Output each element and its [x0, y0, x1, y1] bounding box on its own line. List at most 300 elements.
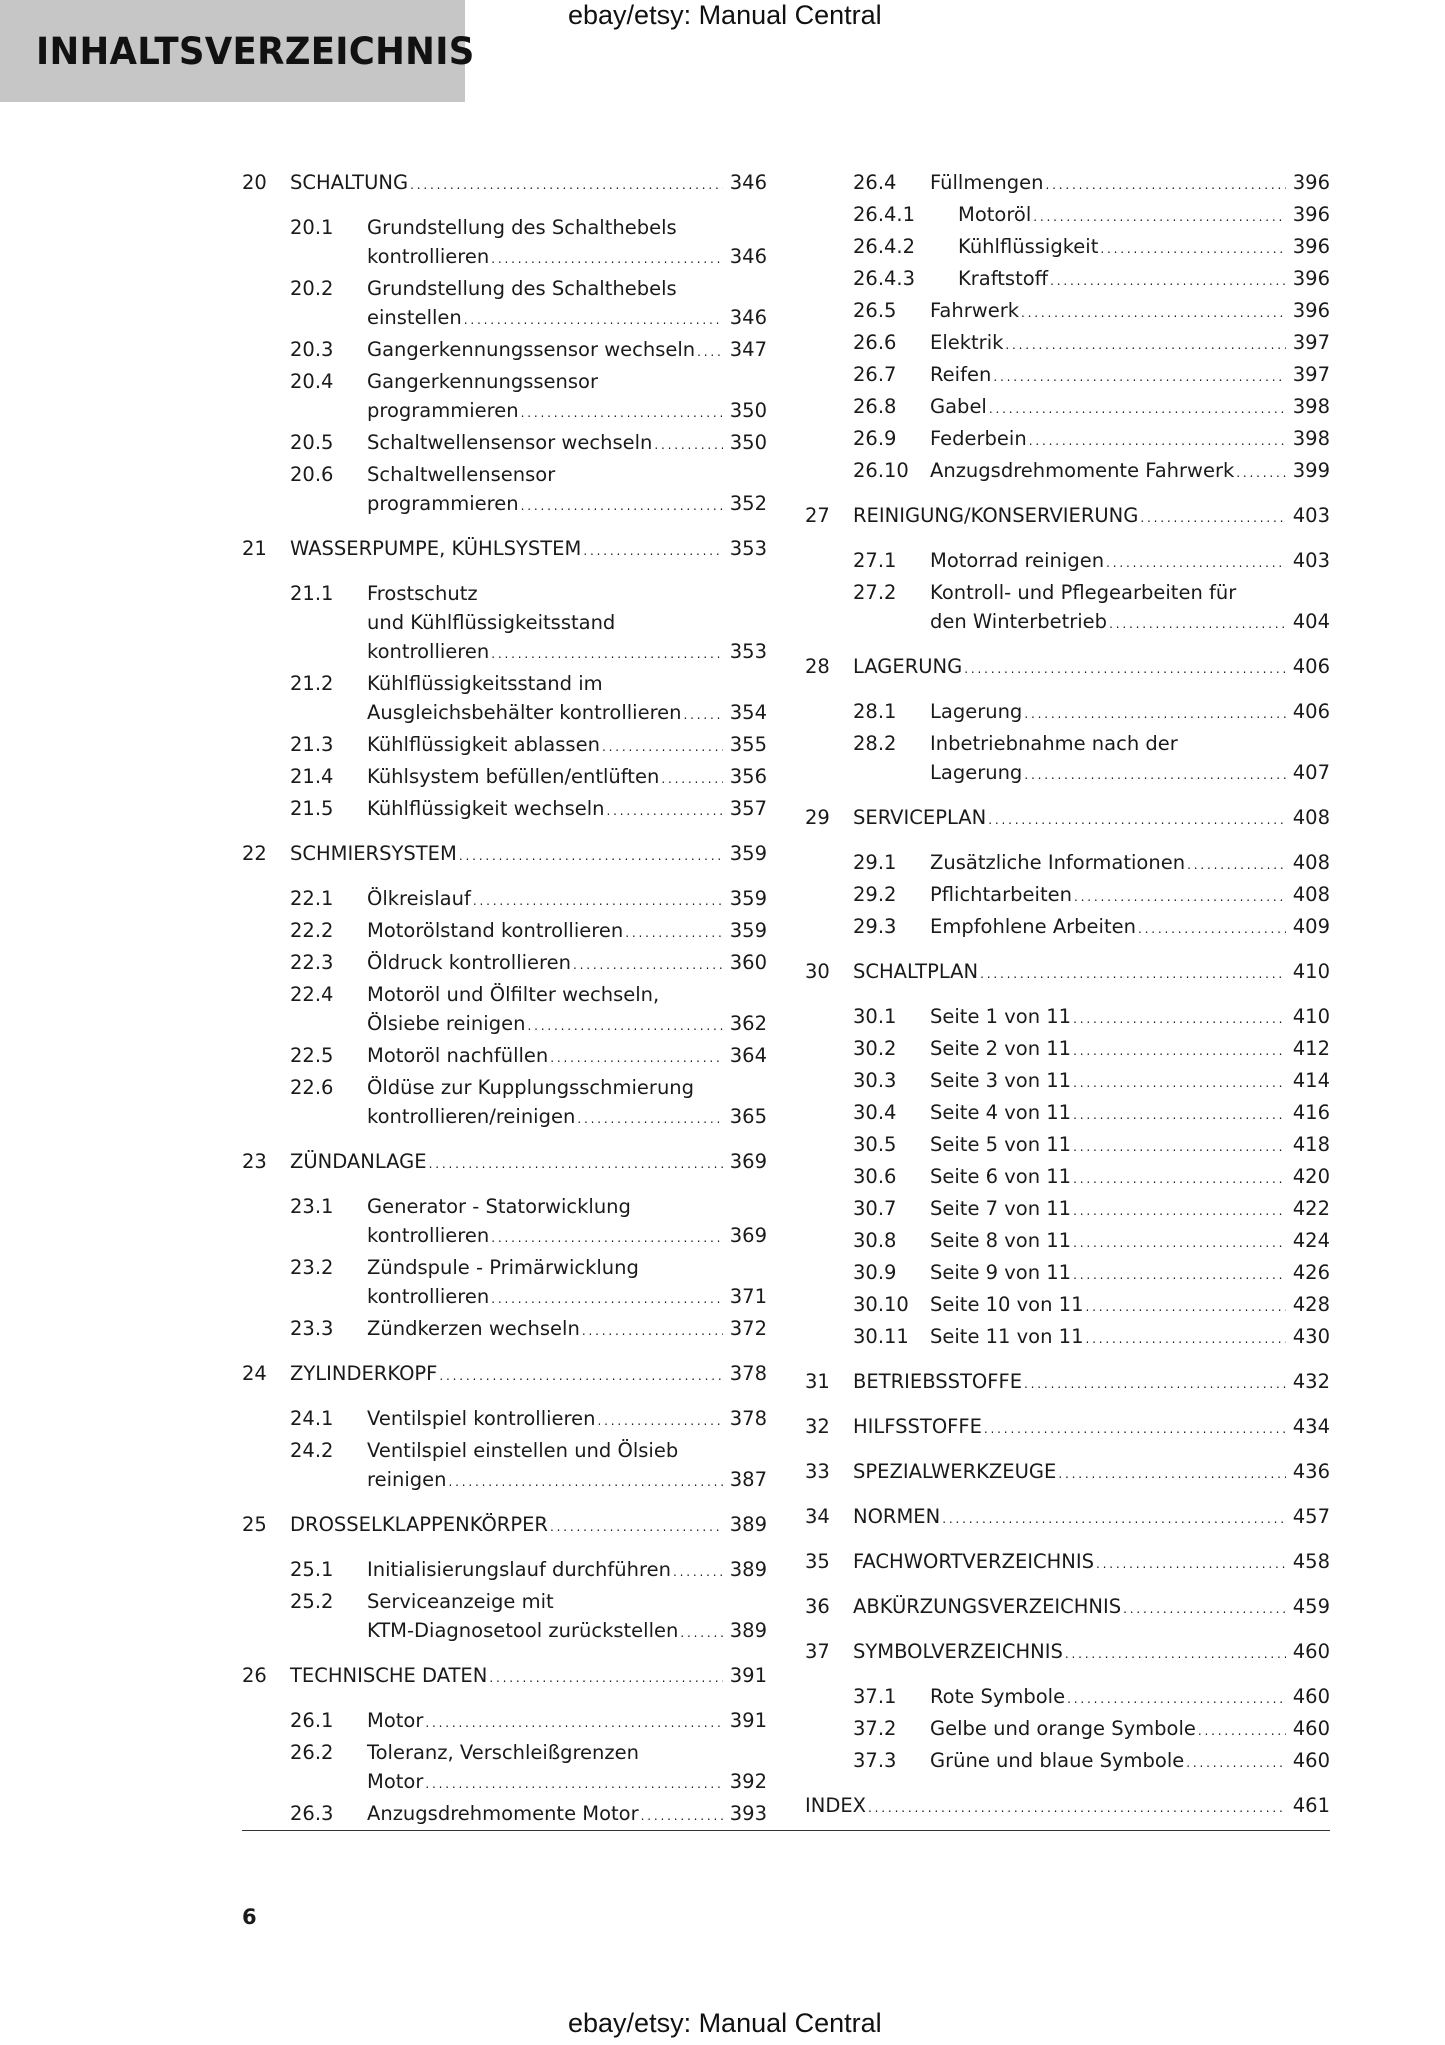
toc-title-line: Toleranz, Verschleißgrenzen: [367, 1741, 640, 1764]
toc-page-number: 460: [1292, 1685, 1330, 1708]
toc-page-number: 369: [729, 1224, 767, 1247]
toc-title: Kühlsystem befüllen/entlüften: [367, 765, 660, 788]
toc-title: Rote Symbole: [930, 1685, 1066, 1708]
toc-title: INDEX: [805, 1794, 867, 1817]
toc-number: 26.3: [290, 1802, 334, 1825]
toc-entry[interactable]: [805, 1637, 1330, 1669]
toc-number: 37.3: [853, 1749, 897, 1772]
toc-number: 37.2: [853, 1717, 897, 1740]
toc-page-number: 424: [1292, 1229, 1330, 1252]
toc-page-number: 418: [1292, 1133, 1330, 1156]
toc-entry[interactable]: [805, 1066, 1330, 1098]
toc-title: FACHWORTVERZEICHNIS: [853, 1550, 1095, 1573]
toc-page-number: 353: [729, 640, 767, 663]
toc-title-line: Motoröl und Ölfilter wechseln,: [367, 983, 660, 1006]
toc-title: REINIGUNG/KONSERVIERUNG: [853, 504, 1139, 527]
toc-page-number: 393: [729, 1802, 767, 1825]
toc-page-number: 360: [729, 951, 767, 974]
toc-entry[interactable]: [242, 274, 767, 335]
toc-number: 32: [805, 1415, 830, 1438]
toc-entry[interactable]: [805, 578, 1330, 639]
toc-page-number: 353: [729, 537, 767, 560]
dot-leader: [607, 794, 723, 826]
toc-title: Seite 9 von 11: [930, 1261, 1072, 1284]
toc-entry[interactable]: [805, 360, 1330, 392]
dot-leader: [583, 534, 723, 566]
toc-page-number: 396: [1292, 267, 1330, 290]
toc-number: 20.5: [290, 431, 334, 454]
dot-leader: [521, 396, 723, 428]
toc-page-number: 404: [1292, 610, 1330, 633]
toc-page-number: 434: [1292, 1415, 1330, 1438]
toc-page-number: 460: [1292, 1717, 1330, 1740]
dot-leader: [684, 698, 723, 730]
toc-title: Seite 1 von 11: [930, 1005, 1072, 1028]
toc-entry[interactable]: [805, 1791, 1330, 1823]
dot-leader: [429, 1147, 723, 1179]
toc-page-number: 354: [729, 701, 767, 724]
toc-page-number: 426: [1292, 1261, 1330, 1284]
toc-page-number: 359: [729, 887, 767, 910]
toc-entry[interactable]: [242, 839, 767, 871]
dot-leader: [489, 1661, 723, 1693]
dot-leader: [1073, 1162, 1286, 1194]
toc-title: Kraftstoff: [958, 267, 1049, 290]
dot-leader: [1100, 232, 1286, 264]
toc-entry[interactable]: [805, 729, 1330, 790]
dot-leader: [1186, 1746, 1286, 1778]
dot-leader: [521, 489, 723, 521]
toc-page-number: 420: [1292, 1165, 1330, 1188]
toc-entry[interactable]: [805, 546, 1330, 578]
toc-title: kontrollieren/reinigen: [367, 1105, 576, 1128]
toc-entry[interactable]: [242, 1661, 767, 1693]
dot-leader: [597, 1404, 723, 1436]
toc-title-line: Zündspule - Primärwicklung: [367, 1256, 639, 1279]
toc-page-number: 364: [729, 1044, 767, 1067]
toc-title: ZÜNDANLAGE: [290, 1150, 427, 1173]
toc-page-number: 389: [729, 1513, 767, 1536]
toc-entry[interactable]: [805, 456, 1330, 488]
dot-leader: [964, 652, 1286, 684]
dot-leader: [491, 637, 723, 669]
toc-entry[interactable]: [805, 1162, 1330, 1194]
toc-page-number: 460: [1292, 1749, 1330, 1772]
toc-number: 26.4.1: [853, 203, 916, 226]
toc-number: 21.3: [290, 733, 334, 756]
toc-page-number: 414: [1292, 1069, 1330, 1092]
toc-number: 30.4: [853, 1101, 897, 1124]
toc-entry[interactable]: [242, 794, 767, 826]
toc-entry[interactable]: [242, 534, 767, 566]
dot-leader: [1140, 501, 1286, 533]
toc-title: kontrollieren: [367, 640, 490, 663]
toc-page-number: 461: [1292, 1794, 1330, 1817]
toc-title: einstellen: [367, 306, 462, 329]
toc-page-number: 389: [729, 1558, 767, 1581]
toc-title: SERVICEPLAN: [853, 806, 987, 829]
toc-number: 21.2: [290, 672, 334, 695]
toc-page-number: 397: [1292, 363, 1330, 386]
toc-entry[interactable]: [242, 1799, 767, 1831]
toc-number: 25.1: [290, 1558, 334, 1581]
toc-title: Gangerkennungssensor wechseln: [367, 338, 696, 361]
toc-title: kontrollieren: [367, 1224, 490, 1247]
toc-title: Grüne und blaue Symbole: [930, 1749, 1185, 1772]
toc-title: Seite 11 von 11: [930, 1325, 1084, 1348]
toc-title: Seite 5 von 11: [930, 1133, 1072, 1156]
toc-title-line: und Kühlflüssigkeitsstand: [367, 611, 616, 634]
dot-leader: [1058, 1457, 1286, 1489]
toc-title: kontrollieren: [367, 245, 490, 268]
toc-number: 26.2: [290, 1741, 334, 1764]
toc-number: 24.2: [290, 1439, 334, 1462]
toc-page-number: 365: [729, 1105, 767, 1128]
toc-entry[interactable]: [242, 730, 767, 762]
toc-entry[interactable]: [805, 1592, 1330, 1624]
watermark-top: ebay/etsy: Manual Central: [568, 0, 882, 30]
toc-entry[interactable]: [242, 1555, 767, 1587]
toc-entry[interactable]: [242, 213, 767, 274]
toc-title: Motor: [367, 1709, 424, 1732]
toc-page-number: 396: [1292, 235, 1330, 258]
toc-page-number: 458: [1292, 1550, 1330, 1573]
dot-leader: [1187, 848, 1286, 880]
header-banner: [0, 0, 475, 102]
toc-entry[interactable]: [805, 264, 1330, 296]
toc-title-line: Serviceanzeige mit: [367, 1590, 554, 1613]
toc-page-number: 396: [1292, 299, 1330, 322]
toc-page-number: 412: [1292, 1037, 1330, 1060]
toc-page-number: 378: [729, 1407, 767, 1430]
toc-number: 36: [805, 1595, 830, 1618]
toc-entry[interactable]: [805, 168, 1330, 200]
toc-entry[interactable]: [242, 1073, 767, 1134]
toc-entry[interactable]: [242, 1359, 767, 1391]
toc-page-number: 355: [729, 733, 767, 756]
dot-leader: [868, 1791, 1286, 1823]
toc-entry[interactable]: [242, 1041, 767, 1073]
toc-number: 24.1: [290, 1407, 334, 1430]
toc-entry[interactable]: [242, 1404, 767, 1436]
toc-page-number: 397: [1292, 331, 1330, 354]
toc-number: 25.2: [290, 1590, 334, 1613]
toc-number: 26.5: [853, 299, 897, 322]
toc-entry[interactable]: [242, 1706, 767, 1738]
toc-title: den Winterbetrieb: [930, 610, 1108, 633]
dot-leader: [1024, 697, 1286, 729]
dot-leader: [654, 428, 723, 460]
toc-title: Schaltwellensensor wechseln: [367, 431, 653, 454]
dot-leader: [989, 392, 1286, 424]
toc-title: NORMEN: [853, 1505, 941, 1528]
toc-entry[interactable]: [805, 1412, 1330, 1444]
toc-page-number: 396: [1292, 203, 1330, 226]
toc-page-number: 430: [1292, 1325, 1330, 1348]
toc-page-number: 428: [1292, 1293, 1330, 1316]
toc-entry[interactable]: [805, 1322, 1330, 1354]
toc-entry[interactable]: [805, 1547, 1330, 1579]
toc-title: Motor: [367, 1770, 424, 1793]
toc-page-number: 398: [1292, 427, 1330, 450]
toc-entry[interactable]: [242, 579, 767, 669]
dot-leader: [1024, 758, 1286, 790]
toc-number: 28: [805, 655, 830, 678]
toc-entry[interactable]: [242, 367, 767, 428]
dot-leader: [1073, 1194, 1286, 1226]
toc-title-line: Kontroll- und Pflegearbeiten für: [930, 581, 1237, 604]
toc-entry[interactable]: [805, 1682, 1330, 1714]
toc-title: Ölsiebe reinigen: [367, 1012, 526, 1035]
toc-page-number: 357: [729, 797, 767, 820]
dot-leader: [980, 957, 1286, 989]
dot-leader: [1073, 1258, 1286, 1290]
dot-leader: [1067, 1682, 1286, 1714]
toc-number: 26.10: [853, 459, 909, 482]
toc-entry[interactable]: [805, 424, 1330, 456]
dot-leader: [491, 1221, 723, 1253]
toc-entry[interactable]: [805, 296, 1330, 328]
toc-title: Reifen: [930, 363, 992, 386]
toc-page-number: 346: [729, 306, 767, 329]
toc-entry[interactable]: [805, 957, 1330, 989]
toc-entry[interactable]: [805, 1502, 1330, 1534]
toc-entry[interactable]: [805, 1034, 1330, 1066]
toc-entry[interactable]: [805, 1194, 1330, 1226]
toc-entry[interactable]: [242, 460, 767, 521]
toc-title: TECHNISCHE DATEN: [290, 1664, 488, 1687]
toc-entry[interactable]: [242, 1587, 767, 1648]
toc-title: reinigen: [367, 1468, 447, 1491]
toc-entry[interactable]: [242, 168, 767, 200]
dot-leader: [1029, 424, 1286, 456]
toc-title: Empfohlene Arbeiten: [930, 915, 1136, 938]
dot-leader: [625, 916, 723, 948]
watermark-bottom: ebay/etsy: Manual Central: [568, 2008, 882, 2038]
toc-number: 23.2: [290, 1256, 334, 1279]
toc-title: Öldruck kontrollieren: [367, 951, 571, 974]
toc-number: 23.3: [290, 1317, 334, 1340]
toc-number: 22: [242, 842, 267, 865]
toc-column-right: [805, 168, 1330, 1823]
dot-leader: [550, 1510, 723, 1542]
toc-title: Seite 6 von 11: [930, 1165, 1072, 1188]
toc-entry[interactable]: [242, 335, 767, 367]
toc-page-number: 350: [729, 399, 767, 422]
toc-title-line: Grundstellung des Schalthebels: [367, 277, 677, 300]
toc-number: 26.6: [853, 331, 897, 354]
toc-title: Federbein: [930, 427, 1027, 450]
toc-number: 25: [242, 1513, 267, 1536]
toc-number: 22.4: [290, 983, 334, 1006]
toc-page-number: 403: [1292, 549, 1330, 572]
toc-title: Seite 3 von 11: [930, 1069, 1072, 1092]
toc-number: 22.1: [290, 887, 334, 910]
dot-leader: [550, 1041, 723, 1073]
dot-leader: [1073, 1226, 1286, 1258]
toc-entry[interactable]: [805, 1457, 1330, 1489]
toc-entry[interactable]: [805, 1226, 1330, 1258]
toc-number: 22.5: [290, 1044, 334, 1067]
dot-leader: [425, 1706, 723, 1738]
toc-entry[interactable]: [805, 880, 1330, 912]
toc-number: 20.1: [290, 216, 334, 239]
toc-number: 30.11: [853, 1325, 909, 1348]
toc-title: Motoröl: [958, 203, 1032, 226]
toc-number: 21.5: [290, 797, 334, 820]
toc-number: 28.1: [853, 700, 897, 723]
toc-page-number: 359: [729, 919, 767, 942]
toc-number: 23: [242, 1150, 267, 1173]
toc-page-number: 409: [1292, 915, 1330, 938]
toc-number: 30.8: [853, 1229, 897, 1252]
dot-leader: [1123, 1592, 1286, 1624]
toc-page-number: 371: [729, 1285, 767, 1308]
toc-number: 31: [805, 1370, 830, 1393]
toc-entry[interactable]: [242, 428, 767, 460]
toc-page-number: 457: [1292, 1505, 1330, 1528]
toc-page-number: 347: [729, 338, 767, 361]
toc-title-line: Ventilspiel einstellen und Ölsieb: [367, 1439, 679, 1462]
toc-title: Kühlflüssigkeit wechseln: [367, 797, 605, 820]
dot-leader: [942, 1502, 1286, 1534]
toc-page-number: 410: [1292, 1005, 1330, 1028]
toc-number: 22.2: [290, 919, 334, 942]
toc-number: 28.2: [853, 732, 897, 755]
toc-title: Seite 2 von 11: [930, 1037, 1072, 1060]
toc-number: 37: [805, 1640, 830, 1663]
toc-page-number: 369: [729, 1150, 767, 1173]
dot-leader: [582, 1314, 723, 1346]
toc-title: Lagerung: [930, 761, 1023, 784]
toc-title: Ausgleichsbehälter kontrollieren: [367, 701, 682, 724]
toc-title: Fahrwerk: [930, 299, 1020, 322]
toc-entry[interactable]: [805, 1130, 1330, 1162]
toc-entry[interactable]: [242, 669, 767, 730]
dot-leader: [602, 730, 723, 762]
toc-title-line: Generator - Statorwicklung: [367, 1195, 631, 1218]
toc-page-number: 396: [1292, 171, 1330, 194]
toc-page-number: 406: [1292, 655, 1330, 678]
toc-number: 35: [805, 1550, 830, 1573]
toc-entry[interactable]: [242, 1314, 767, 1346]
toc-number: 30.10: [853, 1293, 909, 1316]
toc-entry[interactable]: [805, 501, 1330, 533]
toc-title: Zündkerzen wechseln: [367, 1317, 580, 1340]
toc-title: SCHALTPLAN: [853, 960, 979, 983]
dot-leader: [464, 303, 723, 335]
toc-number: 30.1: [853, 1005, 897, 1028]
toc-number: 29.1: [853, 851, 897, 874]
toc-entry[interactable]: [242, 762, 767, 794]
toc-entry[interactable]: [805, 1258, 1330, 1290]
toc-entry[interactable]: [242, 884, 767, 916]
toc-entry[interactable]: [805, 200, 1330, 232]
toc-entry[interactable]: [242, 1510, 767, 1542]
dot-leader: [641, 1799, 723, 1831]
dot-leader: [1198, 1714, 1286, 1746]
toc-title-line: Gangerkennungssensor: [367, 370, 599, 393]
toc-number: 26.4.2: [853, 235, 916, 258]
toc-title: ZYLINDERKOPF: [290, 1362, 438, 1385]
toc-number: 26.7: [853, 363, 897, 386]
toc-entry[interactable]: [242, 916, 767, 948]
toc-title: Kühlflüssigkeit ablassen: [367, 733, 600, 756]
dot-leader: [1109, 607, 1286, 639]
dot-leader: [1236, 456, 1286, 488]
toc-number: 26.8: [853, 395, 897, 418]
toc-page-number: 460: [1292, 1640, 1330, 1663]
toc-number: 29: [805, 806, 830, 829]
toc-entry[interactable]: [805, 232, 1330, 264]
dot-leader: [1065, 1637, 1286, 1669]
toc-entry[interactable]: [242, 1253, 767, 1314]
toc-entry[interactable]: [805, 1290, 1330, 1322]
toc-page-number: 416: [1292, 1101, 1330, 1124]
dot-leader: [1005, 328, 1286, 360]
toc-entry[interactable]: [805, 803, 1330, 835]
toc-title: SYMBOLVERZEICHNIS: [853, 1640, 1063, 1663]
toc-entry[interactable]: [805, 392, 1330, 424]
toc-page-number: 392: [729, 1770, 767, 1793]
toc-entry[interactable]: [242, 1436, 767, 1497]
dot-leader: [680, 1616, 723, 1648]
toc-entry[interactable]: [242, 948, 767, 980]
toc-title: Ventilspiel kontrollieren: [367, 1407, 596, 1430]
toc-entry[interactable]: [242, 980, 767, 1041]
dot-leader: [1073, 1034, 1286, 1066]
toc-title: Motorrad reinigen: [930, 549, 1105, 572]
toc-page-number: 406: [1292, 700, 1330, 723]
toc-title: Seite 7 von 11: [930, 1197, 1072, 1220]
toc-number: 33: [805, 1460, 830, 1483]
toc-page-number: 408: [1292, 806, 1330, 829]
toc-entry[interactable]: [805, 1002, 1330, 1034]
toc-page-number: 422: [1292, 1197, 1330, 1220]
toc-title: Anzugsdrehmomente Motor: [367, 1802, 639, 1825]
toc-number: 26.4: [853, 171, 897, 194]
toc-entry[interactable]: [242, 1147, 767, 1179]
toc-entry[interactable]: [805, 697, 1330, 729]
toc-number: 26.4.3: [853, 267, 916, 290]
dot-leader: [661, 762, 723, 794]
toc-number: 29.2: [853, 883, 897, 906]
dot-leader: [697, 335, 723, 367]
toc-entry[interactable]: [805, 652, 1330, 684]
toc-entry[interactable]: [242, 1192, 767, 1253]
toc-entry[interactable]: [805, 328, 1330, 360]
toc-number: 21: [242, 537, 267, 560]
toc-page-number: 387: [729, 1468, 767, 1491]
toc-number: 30.3: [853, 1069, 897, 1092]
toc-entry[interactable]: [805, 1098, 1330, 1130]
toc-entry[interactable]: [805, 1714, 1330, 1746]
toc-page-number: 436: [1292, 1460, 1330, 1483]
toc-title: kontrollieren: [367, 1285, 490, 1308]
dot-leader: [491, 1282, 723, 1314]
toc-entry[interactable]: [805, 912, 1330, 944]
toc-number: 26.9: [853, 427, 897, 450]
dot-leader: [988, 803, 1286, 835]
toc-number: 24: [242, 1362, 267, 1385]
toc-number: 26: [242, 1664, 267, 1687]
toc-entry[interactable]: [242, 1738, 767, 1799]
toc-entry[interactable]: [805, 1367, 1330, 1399]
toc-entry[interactable]: [805, 848, 1330, 880]
toc-number: 30.5: [853, 1133, 897, 1156]
toc-entry[interactable]: [805, 1746, 1330, 1778]
toc-title-line: Öldüse zur Kupplungsschmierung: [367, 1076, 695, 1099]
